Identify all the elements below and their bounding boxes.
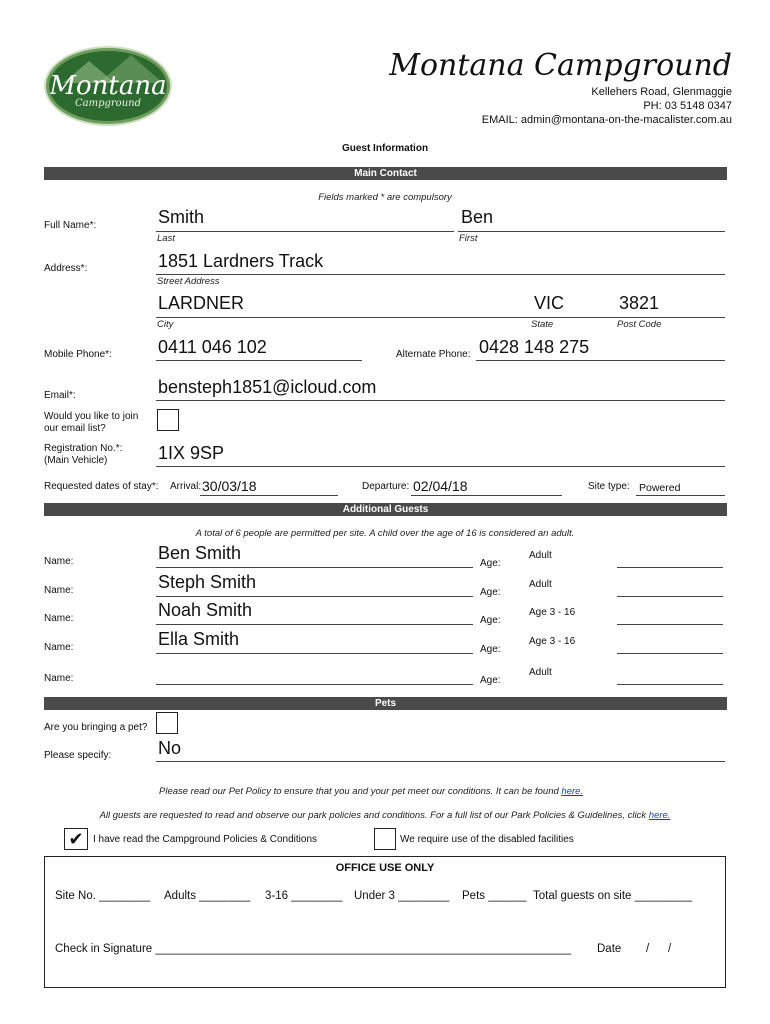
alternate-phone-label: Alternate Phone: — [396, 349, 471, 360]
arrival-label: Arrival: — [170, 481, 202, 492]
guest-age-label: Age: — [480, 644, 501, 655]
guest-name-label: Name: — [44, 585, 74, 596]
office-total-guests: Total guests on site _________ — [533, 890, 693, 902]
state-caption: State — [531, 319, 554, 330]
site-type-field[interactable]: Powered — [639, 482, 681, 494]
bringing-pet-label: Are you bringing a pet? — [44, 722, 148, 733]
office-use-title: OFFICE USE ONLY — [335, 862, 435, 874]
site-type-underline — [636, 495, 725, 496]
arrival-underline — [200, 495, 338, 496]
pet-specify-underline — [156, 761, 725, 762]
header-email: EMAIL: admin@montana-on-the-macalister.com.au — [481, 114, 732, 126]
email-list-checkbox[interactable] — [157, 409, 179, 431]
guest-age-field[interactable]: Age 3 - 16 — [529, 636, 576, 647]
pets-bar: Pets — [44, 697, 727, 710]
site-type-label: Site type: — [588, 481, 630, 492]
guest-name-field[interactable]: Steph Smith — [158, 572, 257, 592]
pet-specify-label: Please specify: — [44, 750, 112, 761]
street-caption: Street Address — [157, 276, 220, 287]
pet-policy-link[interactable]: here. — [561, 786, 584, 797]
city-caption: City — [157, 319, 174, 330]
guest-extra-underline — [617, 624, 723, 625]
guest-age-label: Age: — [480, 558, 501, 569]
address-label: Address*: — [44, 263, 88, 274]
guest-extra-underline — [617, 567, 723, 568]
guest-age-field[interactable]: Adult — [529, 667, 552, 678]
policies-read-label: I have read the Campground Policies & Conditions — [93, 834, 318, 845]
pet-policy-text: Please read our Pet Policy to ensure that you and your pet meet our conditions. It can be found — [159, 786, 562, 797]
park-policy-link[interactable]: here. — [648, 810, 671, 821]
logo-name: Montana — [49, 71, 167, 101]
postcode-field[interactable]: 3821 — [619, 293, 660, 313]
campground-logo — [46, 48, 170, 124]
state-field[interactable]: VIC — [534, 293, 565, 313]
departure-label: Departure: — [362, 481, 410, 492]
email-field[interactable]: bensteph1851@icloud.com — [158, 377, 377, 397]
guest-age-label: Age: — [480, 587, 501, 598]
pet-policy-note — [159, 786, 583, 797]
office-adults: Adults ________ — [164, 890, 251, 902]
guest-name-underline — [156, 684, 473, 685]
guest-name-field[interactable]: Ben Smith — [158, 543, 242, 563]
additional-guests-bar: Additional Guests — [44, 503, 727, 516]
guest-name-underline — [156, 567, 473, 568]
logo-subtitle: Campground — [75, 98, 141, 109]
guest-age-field[interactable]: Age 3 - 16 — [529, 607, 576, 618]
office-site-no: Site No. ________ — [55, 890, 151, 902]
header-phone: PH: 03 5148 0347 — [643, 100, 732, 112]
city-field[interactable]: LARDNER — [158, 293, 245, 313]
last-caption: Last — [157, 233, 175, 244]
park-policy-note — [0, 810, 770, 821]
disabled-facilities-label: We require use of the disabled facilities — [400, 834, 574, 845]
disabled-facilities-checkbox[interactable] — [374, 828, 396, 850]
alternate-phone-field[interactable]: 0428 148 275 — [479, 337, 590, 357]
first-caption: First — [459, 233, 478, 244]
guest-name-underline — [156, 624, 473, 625]
office-use-box — [44, 856, 726, 988]
registration-label-1: Registration No.*: — [44, 443, 123, 454]
mobile-phone-field[interactable]: 0411 046 102 — [158, 337, 267, 357]
registration-field[interactable]: 1IX 9SP — [158, 443, 225, 463]
main-contact-bar: Main Contact — [44, 167, 727, 180]
guest-name-underline — [156, 596, 473, 597]
city-underline — [156, 317, 725, 318]
email-list-label-2: our email list? — [44, 423, 106, 434]
header-address: Kellehers Road, Glenmaggie — [591, 86, 732, 98]
guest-name-label: Name: — [44, 613, 74, 624]
alternate-underline — [476, 360, 725, 361]
office-date-slash: / — [668, 943, 672, 955]
guest-name-field[interactable]: Noah Smith — [158, 600, 253, 620]
first-name-underline — [458, 231, 725, 232]
guest-extra-underline — [617, 684, 723, 685]
guest-age-field[interactable]: Adult — [529, 579, 552, 590]
guest-extra-underline — [617, 653, 723, 654]
bringing-pet-checkbox[interactable] — [156, 712, 178, 734]
postcode-caption: Post Code — [617, 319, 662, 330]
office-signature: Check in Signature _________________________________________________________________ — [55, 943, 572, 955]
guest-name-field[interactable]: Ella Smith — [158, 629, 240, 649]
email-list-label-1: Would you like to join — [44, 411, 139, 422]
departure-field[interactable]: 02/04/18 — [413, 478, 468, 494]
guest-age-label: Age: — [480, 675, 501, 686]
pet-specify-field[interactable]: No — [158, 738, 182, 758]
park-policy-text: All guests are requested to read and observe our park policies and conditions. For a full list of our Park Policies & Guidelines, click — [99, 810, 649, 821]
page-title: Montana Campground — [389, 48, 732, 83]
guest-age-label: Age: — [480, 615, 501, 626]
registration-label-2: (Main Vehicle) — [44, 455, 108, 466]
office-date-slash: / — [646, 943, 650, 955]
dates-of-stay-label: Requested dates of stay*: — [44, 481, 159, 492]
guest-information-heading: Guest Information — [341, 143, 429, 154]
guest-limit-note: A total of 6 people are permitted per site. A child over the age of 16 is considered an adult. — [195, 528, 575, 539]
guest-age-field[interactable]: Adult — [529, 550, 552, 561]
office-date-label: Date — [597, 943, 622, 955]
office-pets: Pets ______ — [462, 890, 527, 902]
street-address-field[interactable]: 1851 Lardners Track — [158, 251, 324, 271]
last-name-underline — [156, 231, 454, 232]
guest-name-label: Name: — [44, 673, 74, 684]
full-name-label: Full Name*: — [44, 220, 97, 231]
office-under-3: Under 3 ________ — [354, 890, 450, 902]
office-3-16: 3-16 ________ — [265, 890, 343, 902]
street-underline — [156, 274, 725, 275]
email-underline — [156, 400, 725, 401]
mobile-underline — [156, 360, 362, 361]
guest-name-label: Name: — [44, 642, 74, 653]
departure-underline — [411, 495, 562, 496]
email-label: Email*: — [44, 390, 76, 401]
registration-underline — [156, 466, 725, 467]
guest-name-underline — [156, 653, 473, 654]
guest-name-label: Name: — [44, 556, 74, 567]
mobile-phone-label: Mobile Phone*: — [44, 349, 112, 360]
compulsory-note: Fields marked * are compulsory — [318, 192, 452, 203]
guest-extra-underline — [617, 596, 723, 597]
arrival-field[interactable]: 30/03/18 — [202, 478, 257, 494]
policies-read-checkbox[interactable] — [64, 828, 88, 850]
checkmark-icon: ✔ — [68, 829, 84, 849]
first-name-field[interactable]: Ben — [461, 207, 494, 227]
last-name-field[interactable]: Smith — [158, 207, 205, 227]
